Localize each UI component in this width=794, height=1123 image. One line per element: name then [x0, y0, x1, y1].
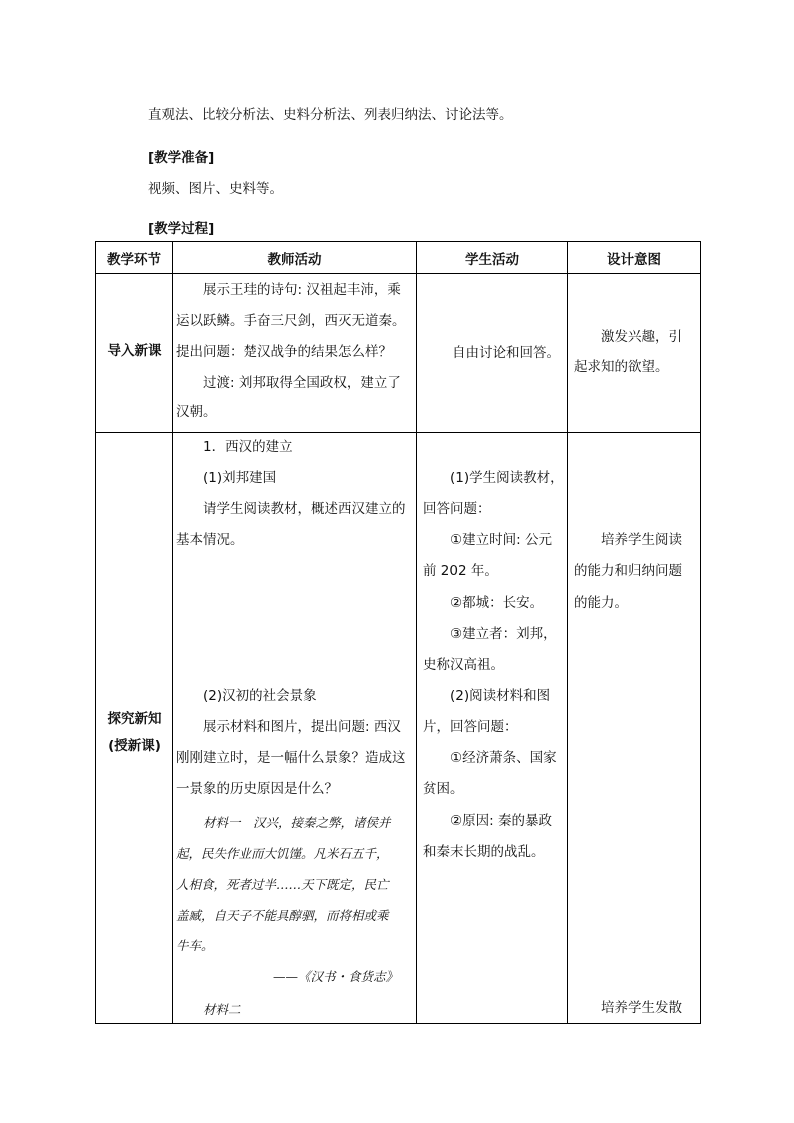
student-line: (1)学生阅读教材， — [450, 470, 564, 486]
teacher-line: 运以跃鳞。手奋三尺剑，西灭无道秦。 — [176, 313, 406, 329]
student-line: 贫困。 — [423, 781, 464, 797]
prep-heading: [教学准备] — [148, 150, 215, 166]
material-line: 人相食，死者过半……天下既定，民亡 — [176, 877, 389, 892]
material-line: 材料一 汉兴，接秦之弊，诸侯并 — [203, 815, 391, 830]
intent-line: 培养学生发散 — [601, 1000, 682, 1016]
teacher-line: 请学生阅读教材，概述西汉建立的 — [203, 501, 406, 517]
intent-line: 培养学生阅读 — [601, 532, 682, 548]
material-line: 起，民失作业而大饥馑。凡米石五千， — [176, 846, 389, 861]
teacher-line: 提出问题：楚汉战争的结果怎么样？ — [176, 344, 392, 360]
teacher-cell — [173, 274, 417, 433]
material-line: 材料二 — [203, 1002, 241, 1017]
header-intent: 设计意图 — [568, 242, 701, 274]
process-heading: [教学过程] — [148, 221, 215, 237]
student-line: ②都城：长安。 — [450, 595, 544, 611]
header-student: 学生活动 — [417, 242, 568, 274]
student-line: 回答问题： — [423, 501, 491, 517]
intent-line: 的能力。 — [574, 595, 628, 611]
methods-line: 直观法、比较分析法、史料分析法、列表归纳法、讨论法等。 — [148, 107, 513, 123]
intent-line: 激发兴趣，引 — [601, 329, 682, 345]
teacher-line: 展示材料和图片，提出问题: 西汉 — [203, 719, 401, 735]
teacher-line: 一景象的历史原因是什么？ — [176, 781, 338, 797]
table-row — [96, 433, 701, 1024]
student-line: 前 202 年。 — [423, 563, 498, 579]
lesson-table — [95, 241, 701, 1024]
student-cell — [417, 433, 568, 1024]
teacher-line: 展示王珪的诗句: 汉祖起丰沛，乘 — [203, 282, 401, 298]
material-line: 盖臧，自天子不能具醇驷，而将相或乘 — [176, 908, 389, 923]
teacher-line: (1)刘邦建国 — [203, 470, 277, 486]
student-line: ②原因: 秦的暴政 — [450, 813, 552, 829]
student-line: (2)阅读材料和图 — [450, 688, 551, 704]
header-stage: 教学环节 — [96, 242, 173, 274]
student-line: 史称汉高祖。 — [423, 657, 504, 673]
student-line: ①经济萧条、国家 — [450, 750, 557, 766]
intent-cell — [568, 433, 701, 1024]
teacher-line: (2)汉初的社会景象 — [203, 688, 317, 704]
teacher-cell — [173, 433, 417, 1024]
table-row — [96, 274, 701, 433]
teacher-line: 过渡: 刘邦取得全国政权，建立了 — [203, 375, 401, 391]
material-line: 牛车。 — [176, 938, 214, 953]
table-header-row — [96, 242, 701, 274]
student-cell — [417, 274, 568, 433]
stage-label: 探究新知 — [107, 711, 162, 727]
teacher-line: 基本情况。 — [176, 532, 244, 548]
teacher-line: 汉朝。 — [176, 404, 217, 420]
intent-line: 起求知的欲望。 — [574, 359, 669, 375]
stage-label: 导入新课 — [107, 343, 162, 359]
stage-label-sub: (授新课) — [108, 738, 161, 754]
intent-line: 的能力和归纳问题 — [574, 563, 682, 579]
prep-text: 视频、图片、史料等。 — [148, 181, 283, 197]
student-line: 片，回答问题： — [423, 719, 518, 735]
teacher-line: 1．西汉的建立 — [203, 439, 293, 455]
teacher-line: 刚刚建立时，是一幅什么景象？造成这 — [176, 750, 406, 766]
student-line: ①建立时间: 公元 — [450, 532, 552, 548]
material-source: ——《汉书・食货志》 — [273, 969, 399, 984]
stage-cell — [96, 433, 173, 1024]
stage-cell — [96, 274, 173, 433]
student-line: ③建立者：刘邦， — [450, 626, 557, 642]
student-line: 和秦末长期的战乱。 — [423, 844, 545, 860]
intent-cell — [568, 274, 701, 433]
header-teacher: 教师活动 — [173, 242, 417, 274]
student-line: 自由讨论和回答。 — [452, 345, 560, 361]
